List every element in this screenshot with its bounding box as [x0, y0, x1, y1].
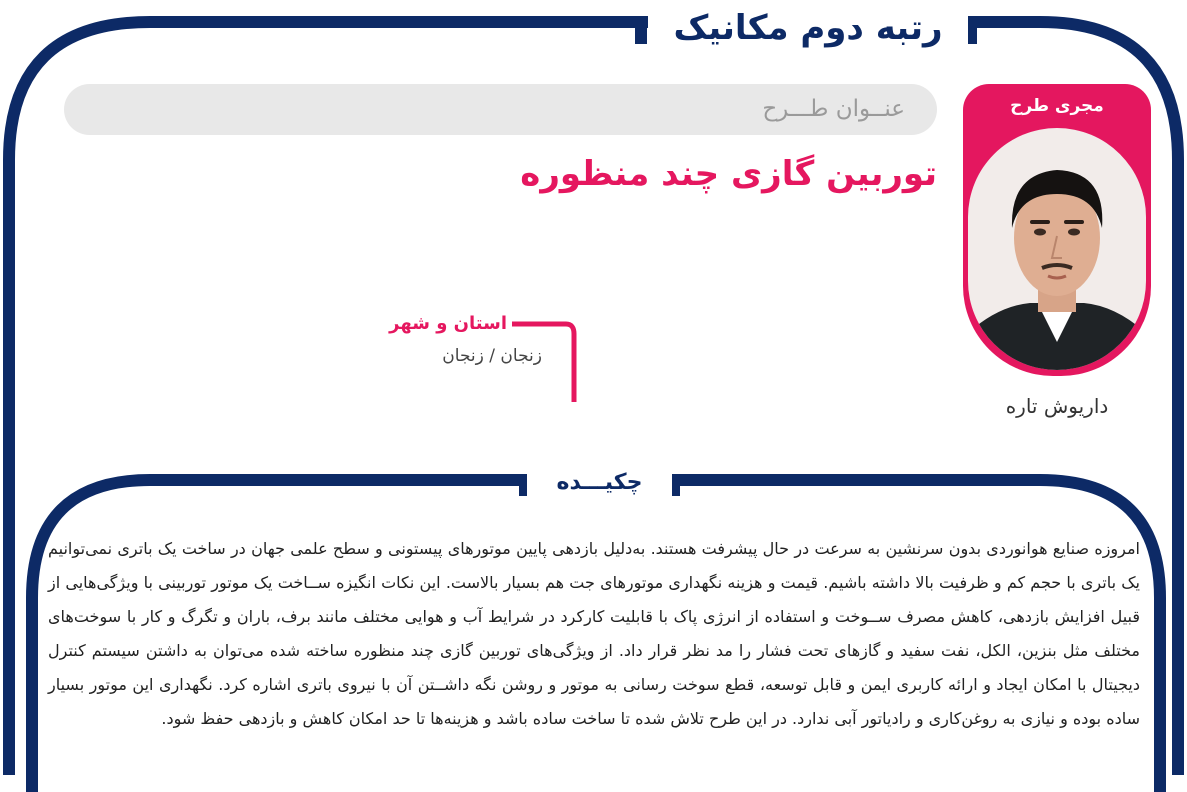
person-name: داریوش تاره — [1005, 394, 1109, 418]
province-label: استان و شهر — [389, 313, 507, 334]
abstract-text: امروزه صنایع هوانوردی بدون سرنشین به سرعت در حال پیشرفت هستند. به‌دلیل بازدهی پایین موتورهای پیستونی و سطح علمی جهان در ساخت یک باتری نمی‌توانیم یک باتری با حجم کم و ظرفیت بالا داشته باشیم. قیمت و هزینه نگهداری موتورهای جت هم بسیار بالاست. این نکات انگیزه ســاخت یک موتور توربینی با ویژگی‌هایی از قبیل افزایش بازدهی، کاهش مصرف ســوخت و استفاده از انرژی پاک با قابلیت کارکرد در شرایط آب و هوایی مختلف مانند برف، باران و تگرگ و کار با سوخت‌های مختلف مثل بنزین، الکل، نفت سفید و گازهای تحت فشار را مد نظر قرار داد. از ویژگی‌های توربین گازی چند منظوره ساخته شده می‌توان به داشتن سیستم کنترل دیجیتال با امکان ایجاد و ارائه کاربری ایمن و قابل توسعه، قطع سوخت رسانی به موتور و روشن نگه داشــتن آن با نیروی باتری اشاره کرد. نگهداری این موتور بسیار ساده بوده و نیازی به روغن‌کاری و رادیاتور آبی ندارد. در این طرح تلاش شده تا ساخت ساده باشد و هزینه‌ها تا حد امکان کاهش و بازدهی حفظ شود. — [48, 539, 1140, 728]
person-card — [963, 84, 1151, 376]
person-card-label: مجری طرح — [1010, 96, 1104, 116]
abstract-title: چکیـــده — [527, 462, 672, 504]
project-title-label: عنــوان طـــرح — [762, 96, 905, 122]
project-title-label-pill — [64, 84, 937, 135]
project-title: توربین گازی چند منظوره — [520, 154, 937, 194]
person-photo — [968, 128, 1146, 370]
rank-title: رتبه دوم مکانیک — [648, 4, 968, 52]
province-value: زنجان / زنجان — [442, 346, 542, 366]
